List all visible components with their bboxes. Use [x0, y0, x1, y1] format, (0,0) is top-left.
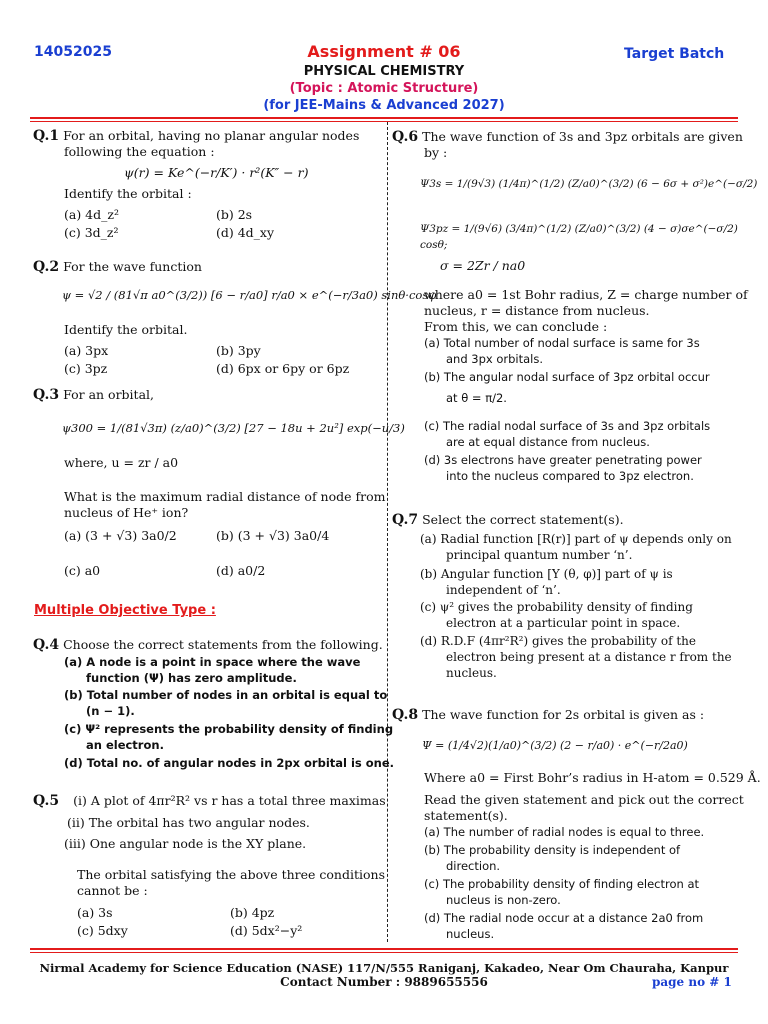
footer-rule-thin: [30, 952, 738, 953]
q7-option-a-line2: principal quantum number ‘n’.: [446, 548, 633, 562]
q8-where: Where a0 = First Bohr’s radius in H-atom = 0.529 Å.: [424, 770, 761, 785]
q6-equation-sigma: σ = 2Zr / na0: [440, 258, 526, 273]
q3-option-c: (c) a0: [64, 563, 101, 578]
q4-option-c-line2: an electron.: [86, 738, 164, 752]
q8-read-2: statement(s).: [424, 808, 508, 823]
q7-option-d-line3: nucleus.: [446, 666, 497, 680]
question-2: [33, 259, 202, 275]
q4-stem: Choose the correct statements from the following.: [63, 637, 383, 652]
q7-option-b-line1: (b) Angular function [Y (θ, φ)] part of ψ is: [420, 567, 673, 581]
q8-option-a: (a) The number of radial nodes is equal to three.: [424, 825, 705, 839]
target-batch: Target Batch: [624, 46, 725, 62]
q7-option-d-line1: (d) R.D.F (4πr²R²) gives the probability of the: [420, 634, 697, 648]
q2-text-2: Identify the orbital.: [64, 322, 188, 337]
q6-option-d-line2: into the nucleus compared to 3pz electron.: [446, 469, 694, 483]
q2-option-c: (c) 3pz: [64, 361, 108, 376]
question-number: Q.4: [33, 637, 60, 653]
q4-option-b-line2: (n − 1).: [86, 704, 135, 718]
question-7: [392, 512, 624, 528]
q3-where: where, u = zr / a0: [64, 455, 179, 470]
q4-option-a-line1: (a) A node is a point in space where the wave: [64, 655, 361, 669]
page-number: page no # 1: [652, 975, 732, 989]
q5-option-c: (c) 5dxy: [77, 923, 128, 938]
document-code: 14052025: [34, 44, 112, 60]
header-rule: [30, 117, 738, 119]
question-number: Q.8: [392, 707, 419, 723]
q8-read-1: Read the given statement and pick out the correct: [424, 792, 744, 807]
q7-stem: Select the correct statement(s).: [422, 512, 624, 527]
q6-equation-3s: Ψ3s = 1/(9√3) (1/4π)^(1/2) (Z/a0)^(3/2) (6 − 6σ + σ²)e^(−σ/2): [420, 178, 758, 190]
q1-option-d: (d) 4d_xy: [216, 225, 275, 240]
q8-option-c-line2: nucleus is non-zero.: [446, 893, 561, 907]
q3-equation: ψ300 = 1/(81√3π) (z/a0)^(3/2) [27 − 18u + 2u²] exp(−u/3): [62, 421, 405, 435]
q6-option-c-line1: (c) The radial nodal surface of 3s and 3pz orbitals: [424, 419, 711, 433]
q4-option-a-line2: function (Ψ) has zero amplitude.: [86, 671, 297, 685]
q7-option-c-line1: (c) ψ² gives the probability density of finding: [420, 600, 693, 614]
q6-where-3: From this, we can conclude :: [424, 319, 608, 334]
q7-option-b-line2: independent of ‘n’.: [446, 583, 561, 597]
question-6: [392, 129, 743, 145]
q6-text-1: The wave function of 3s and 3pz orbitals are given: [422, 129, 743, 144]
question-1: [33, 128, 383, 144]
q4-option-d-line1: (d) Total no. of angular nodes in 2px orbital is one.: [64, 756, 395, 770]
q2-text-1: For the wave function: [63, 259, 202, 274]
q6-option-b-line2: at θ = π/2.: [446, 391, 507, 405]
q6-option-c-line2: are at equal distance from nucleus.: [446, 435, 650, 449]
q2-option-d: (d) 6px or 6py or 6pz: [216, 361, 350, 376]
subject-title: PHYSICAL CHEMISTRY: [303, 64, 465, 79]
q8-option-d-line2: nucleus.: [446, 927, 495, 941]
q8-text-1: The wave function for 2s orbital is given as :: [422, 707, 705, 722]
q6-option-a-line1: (a) Total number of nodal surface is same for 3s: [424, 336, 700, 350]
q7-option-a-line1: (a) Radial function [R(r)] part of ψ depends only on: [420, 532, 732, 546]
question-3: [33, 387, 154, 403]
q5-text-2: cannot be :: [77, 883, 148, 898]
question-number: Q.7: [392, 512, 419, 528]
q4-option-b-line1: (b) Total number of nodes in an orbital is equal to: [64, 688, 388, 702]
exam-line: (for JEE-Mains & Advanced 2027): [263, 98, 505, 113]
q5-text-1: The orbital satisfying the above three conditions: [77, 867, 385, 882]
q2-equation: ψ = √2 / (81√π a0^(3/2)) [6 − r/a0] r/a0 × e^(−r/3a0) sinθ·cosφ: [62, 288, 437, 302]
q5-statement-ii: (ii) The orbital has two angular nodes.: [67, 815, 310, 830]
q6-option-a-line2: and 3px orbitals.: [446, 352, 544, 366]
q6-option-d-line1: (d) 3s electrons have greater penetrating power: [424, 453, 702, 467]
q3-option-a: (a) (3 + √3) 3a0/2: [64, 528, 177, 543]
q7-option-d-line2: electron being present at a distance r from the: [446, 650, 732, 664]
q5-option-d: (d) 5dx²−y²: [230, 923, 303, 938]
q3-text-2: What is the maximum radial distance of node from: [64, 489, 386, 504]
q4-option-c-line1: (c) Ψ² represents the probability density of finding: [64, 722, 394, 736]
q1-option-a: (a) 4d_z²: [64, 207, 119, 222]
q1-option-b: (b) 2s: [216, 207, 253, 222]
q3-text-1: For an orbital,: [63, 387, 154, 402]
q1-text-2: following the equation :: [64, 144, 215, 159]
q8-option-b-line1: (b) The probability density is independent of: [424, 843, 681, 857]
topic-line: (Topic : Atomic Structure): [289, 81, 479, 96]
q3-text-3: nucleus of He⁺ ion?: [64, 505, 189, 520]
q2-option-b: (b) 3py: [216, 343, 261, 358]
q1-equation: ψ(r) = Ke^(−r/K′) · r²(K″ − r): [124, 165, 309, 180]
q6-equation-3pz: Ψ3pz = 1/(9√6) (3/4π)^(1/2) (Z/a0)^(3/2) (4 − σ)σe^(−σ/2) cosθ;: [420, 223, 738, 251]
question-number: Q.6: [392, 129, 419, 145]
q1-option-c: (c) 3d_z²: [64, 225, 119, 240]
q6-where-1: where a0 = 1st Bohr radius, Z = charge number of: [424, 287, 748, 302]
question-5: [33, 793, 386, 809]
question-number: Q.2: [33, 259, 60, 275]
footer-rule: [30, 948, 738, 950]
q2-option-a: (a) 3px: [64, 343, 109, 358]
q8-equation: Ψ = (1/4√2)(1/a0)^(3/2) (2 − r/a0) · e^(−r/2a0): [422, 739, 688, 752]
q8-option-c-line1: (c) The probability density of finding electron at: [424, 877, 700, 891]
question-4: [33, 637, 383, 653]
q5-option-b: (b) 4pz: [230, 905, 275, 920]
q5-statement-iii: (iii) One angular node is the XY plane.: [64, 836, 307, 851]
q1-text-3: Identify the orbital :: [64, 186, 192, 201]
q3-option-b: (b) (3 + √3) 3a0/4: [216, 528, 330, 543]
question-number: Q.1: [33, 128, 60, 144]
q5-option-a: (a) 3s: [77, 905, 113, 920]
q6-where-2: nucleus, r = distance from nucleus.: [424, 303, 650, 318]
assignment-title: Assignment # 06: [307, 42, 461, 61]
q8-option-b-line2: direction.: [446, 859, 501, 873]
q7-option-c-line2: electron at a particular point in space.: [446, 616, 681, 630]
q6-option-b-line1: (b) The angular nodal surface of 3pz orbital occur: [424, 370, 710, 384]
q5-statement-i: (i) A plot of 4πr²R² vs r has a total three maximas: [73, 793, 386, 808]
question-8: [392, 707, 704, 723]
q3-option-d: (d) a0/2: [216, 563, 266, 578]
section-heading: Multiple Objective Type :: [34, 603, 216, 618]
question-number: Q.3: [33, 387, 60, 403]
question-number: Q.5: [33, 793, 60, 809]
header-rule-thin: [30, 121, 738, 122]
q1-text-1: For an orbital, having no planar angular nodes: [63, 128, 360, 143]
q8-option-d-line1: (d) The radial node occur at a distance 2a0 from: [424, 911, 704, 925]
q6-text-2: by :: [424, 145, 448, 160]
column-divider: [387, 122, 388, 942]
footer-address: Nirmal Academy for Science Education (NASE) 117/N/555 Raniganj, Kakadeo, Near Om Chauraha, Kanpur: [39, 961, 729, 975]
footer-contact: Contact Number : 9889655556: [280, 975, 488, 989]
